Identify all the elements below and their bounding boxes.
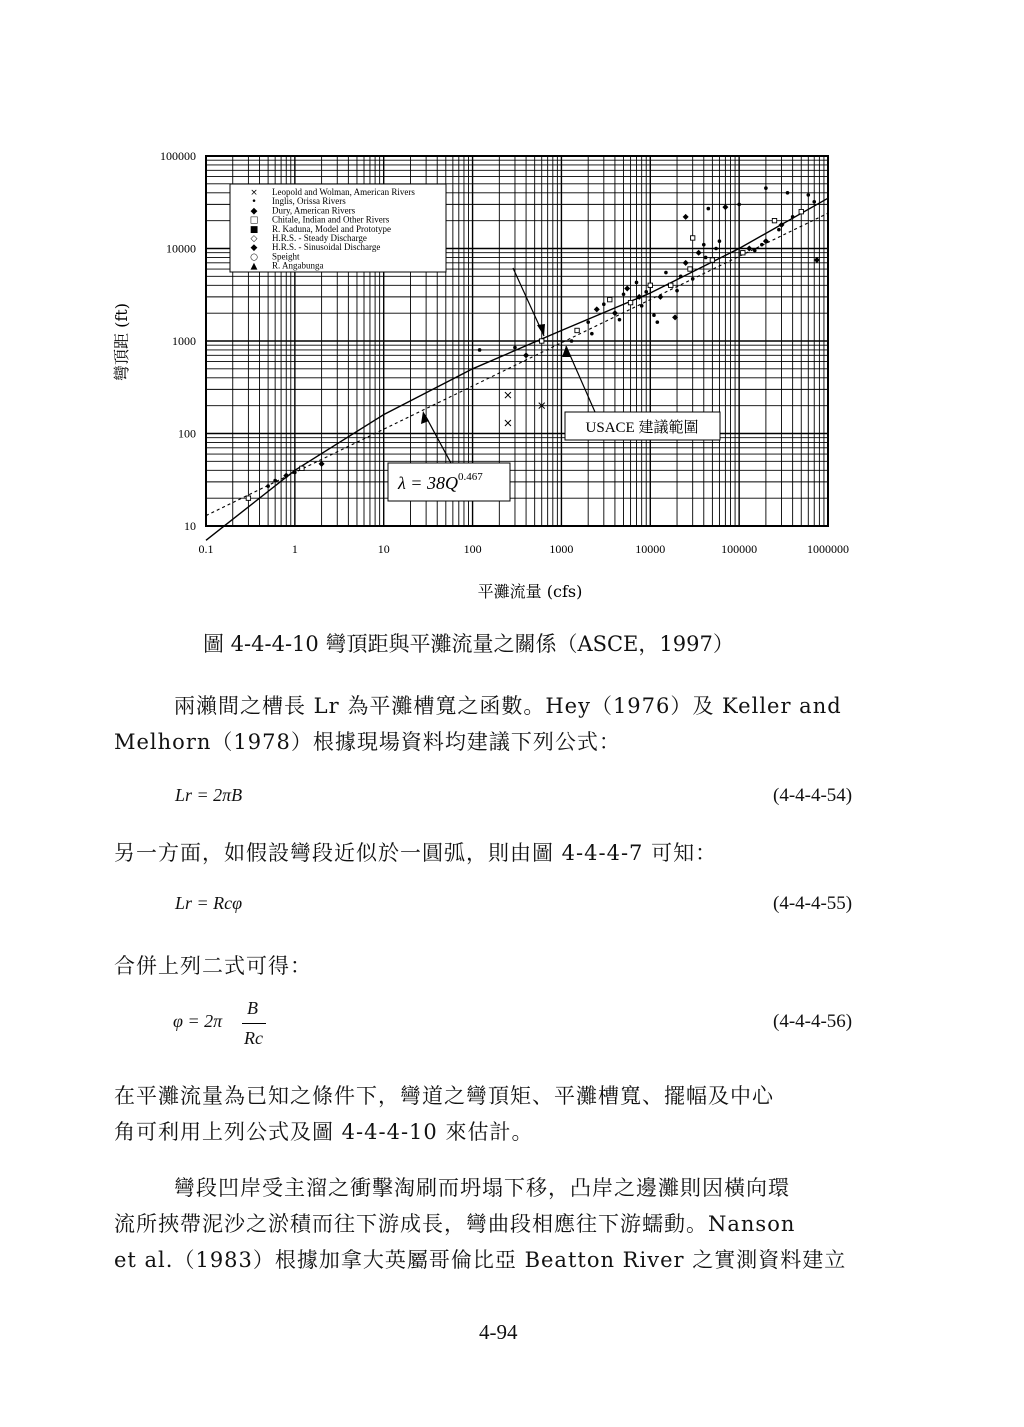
- data-point-dot: [714, 247, 718, 251]
- x-tick-label: 1000000: [807, 542, 849, 556]
- x-axis-title: 平灘流量 (cfs): [477, 582, 583, 601]
- data-point-dot: [764, 186, 768, 190]
- data-point-square: [300, 466, 304, 470]
- equation-55: Lr = Rcφ: [175, 893, 243, 913]
- paragraph-line: Melhorn（1978）根據現場資料均建議下列公式：: [114, 730, 621, 754]
- paragraph-line: 彎段凹岸受主溜之衝擊淘刷而坍塌下移，凸岸之邊灘則因橫向環: [174, 1176, 790, 1200]
- data-point-dot: [273, 479, 277, 483]
- data-point-square: [608, 297, 612, 301]
- y-tick-labels: [160, 149, 196, 533]
- legend-label: Inglis, Orissa Rivers: [272, 196, 346, 207]
- equation-56-denominator: Rc: [244, 1028, 263, 1048]
- x-tick-label: 1: [291, 542, 298, 556]
- usace-arrowhead-1: [537, 324, 545, 336]
- data-point-square: [688, 267, 692, 271]
- data-point-dot: [652, 313, 656, 317]
- data-point-square: [710, 258, 714, 262]
- data-point-dot: [602, 302, 606, 306]
- data-point-diamond: [624, 285, 630, 291]
- data-point-dot: [664, 271, 668, 275]
- data-point-diamond: [722, 204, 728, 210]
- data-point-dot: [718, 239, 722, 243]
- x-tick-label: 10000: [635, 542, 666, 556]
- data-point-dot: [704, 256, 708, 260]
- x-tick-label: 100000: [721, 542, 758, 556]
- figure-caption: 圖 4-4-4-10 彎頂距與平灘流量之關係（ASCE，1997）: [203, 632, 734, 656]
- data-point-dot: [777, 228, 781, 232]
- legend-label: Chitale, Indian and Other Rivers: [272, 214, 390, 225]
- legend-label: R. Kaduna, Model and Prototype: [272, 223, 391, 234]
- legend: [230, 184, 446, 272]
- paragraph-line: 角可利用上列公式及圖 4-4-4-10 來估計。: [114, 1120, 534, 1144]
- x-tick-label: 100: [463, 542, 482, 556]
- paragraph-line: 流所挾帶泥沙之淤積而往下游成長，彎曲段相應往下游蠕動。Nanson: [114, 1212, 796, 1236]
- equation-56-number: (4-4-4-56): [773, 1011, 853, 1032]
- legend-marker: ▲: [250, 261, 258, 272]
- data-point-dot: [586, 320, 590, 324]
- data-point-diamond: [594, 306, 600, 312]
- equation-54: Lr = 2πB: [175, 785, 243, 805]
- data-point-diamond: [683, 260, 689, 266]
- data-point-cross: [505, 392, 511, 398]
- data-point-square: [669, 283, 673, 287]
- data-point-dot: [644, 290, 648, 294]
- data-point-square: [741, 251, 745, 255]
- data-point-dot: [707, 207, 711, 211]
- legend-marker: ×: [250, 188, 258, 198]
- legend-marker: ◇: [250, 234, 258, 244]
- data-point-dot: [691, 277, 695, 281]
- data-point-dot: [590, 332, 594, 336]
- equation-56-fraction-bar: [242, 1023, 266, 1024]
- legend-marker: ■: [249, 224, 259, 235]
- data-point-dot: [635, 281, 639, 285]
- data-point-dot: [702, 243, 706, 247]
- data-point-square: [772, 218, 776, 222]
- legend-label: H.R.S. - Steady Discharge: [272, 233, 367, 243]
- paragraph-line: 兩瀨間之槽長 Lr 為平灘槽寬之函數。Hey（1976）及 Keller and: [174, 694, 842, 718]
- data-point-dot: [679, 275, 683, 279]
- data-point-dot: [786, 191, 790, 195]
- x-tick-label: 0.1: [198, 542, 214, 556]
- legend-marker: □: [249, 215, 259, 226]
- legend-marker: ○: [250, 252, 258, 263]
- data-point-dot: [478, 348, 482, 352]
- y-tick-label: 10: [184, 519, 196, 533]
- paragraph-5: [114, 1170, 846, 1278]
- formula-arrow: [425, 415, 452, 465]
- usace-arrowhead-2: [562, 346, 571, 357]
- data-point-cross: [505, 420, 511, 426]
- data-point-dot: [656, 320, 660, 324]
- paragraph-2: [114, 835, 717, 871]
- y-tick-label: 1000: [172, 334, 196, 348]
- data-point-diamond: [523, 352, 529, 358]
- paragraph-1: [114, 688, 842, 760]
- formula-main: λ = 38Q: [398, 473, 458, 493]
- legend-label: Leopold and Wolman, American Rivers: [272, 187, 415, 197]
- data-point-diamond: [683, 214, 689, 220]
- paragraph-3: [114, 948, 312, 984]
- legend-label: H.R.S. - Sinusoidal Discharge: [272, 242, 381, 253]
- data-point-dot: [513, 346, 517, 350]
- x-tick-labels: [199, 542, 850, 556]
- equation-56-numerator: B: [247, 998, 258, 1018]
- data-point-square: [540, 339, 544, 343]
- legend-label: R. Angabunga: [272, 260, 324, 271]
- data-point-dot: [806, 193, 810, 197]
- data-point-dot: [737, 203, 741, 207]
- data-point-dot: [640, 304, 644, 308]
- paragraph-line: 合併上列二式可得：: [114, 954, 312, 978]
- data-point-square: [648, 283, 652, 287]
- legend-label: Speight: [272, 251, 300, 262]
- y-tick-label: 100: [178, 426, 196, 441]
- data-point-square: [690, 236, 694, 240]
- paragraph-4: [114, 1078, 774, 1150]
- data-point-square: [575, 328, 579, 332]
- y-axis-title: 彎頂距 (ft): [112, 303, 131, 381]
- formula-arrowhead: [421, 411, 429, 424]
- data-point-diamond: [657, 294, 663, 300]
- data-point-dot: [760, 243, 764, 247]
- paragraph-line: 另一方面，如假設彎段近似於一圓弧，則由圖 4-4-4-7 可知：: [114, 841, 718, 865]
- formula-exponent: 0.467: [457, 471, 483, 483]
- legend-marker: •: [251, 197, 257, 208]
- data-point-diamond: [763, 238, 769, 244]
- equation-55-number: (4-4-4-55): [773, 893, 853, 914]
- y-tick-label: 10000: [166, 241, 196, 256]
- data-point-square: [799, 209, 803, 213]
- data-point-dot: [753, 249, 757, 253]
- data-point-dot: [622, 292, 626, 296]
- data-point-dot: [570, 339, 574, 343]
- legend-marker: ◆: [250, 243, 258, 254]
- data-point-dot: [675, 289, 679, 293]
- y-tick-label: 100000: [160, 149, 196, 163]
- data-point-diamond: [696, 250, 702, 256]
- data-point-dot: [791, 215, 795, 219]
- data-point-dot: [812, 200, 816, 204]
- legend-label: Dury, American Rivers: [272, 205, 356, 216]
- data-point-square: [628, 300, 632, 304]
- log-log-chart: [0, 0, 1024, 620]
- paragraph-line: et al.（1983）根據加拿大英屬哥倫比亞 Beatton River 之實測資料建立: [114, 1248, 847, 1272]
- data-point-dot: [618, 318, 622, 322]
- data-point-square: [246, 496, 250, 500]
- page-number: 4-94: [479, 1320, 518, 1344]
- paragraph-line: 在平灘流量為已知之條件下，彎道之彎頂矩、平灘槽寬、擺幅及中心: [114, 1084, 774, 1108]
- x-tick-label: 1000: [549, 542, 574, 556]
- equation-54-number: (4-4-4-54): [773, 785, 853, 806]
- usace-label: USACE 建議範圍: [585, 420, 699, 436]
- data-point-dot: [266, 484, 270, 488]
- equation-56-lhs: φ = 2π: [173, 1011, 223, 1031]
- data-point-dot: [293, 471, 297, 475]
- x-tick-label: 10: [377, 542, 390, 556]
- legend-marker: ◆: [250, 206, 258, 217]
